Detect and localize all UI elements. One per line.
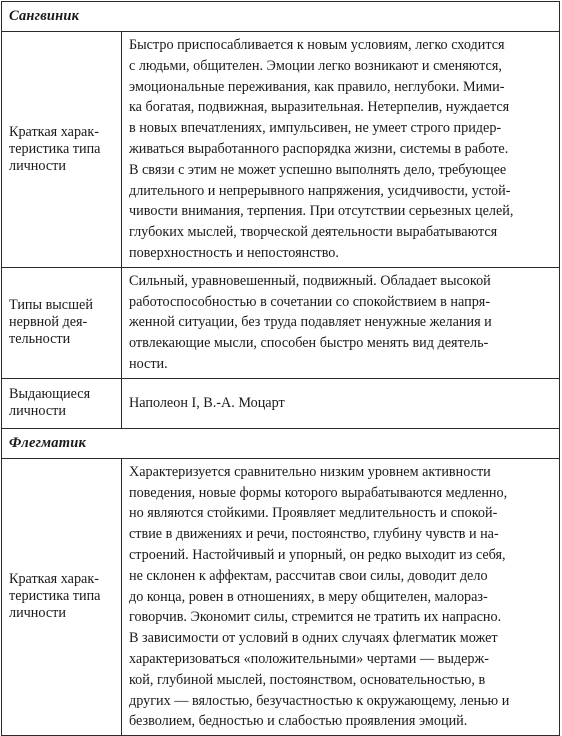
description-line: эмоциональные переживания, как правило, неглубоки. Мими- — [129, 78, 505, 95]
description-line: не склонен к аффектам, рассчитав свои силы, доводит дело — [129, 567, 488, 584]
section-title: Флегматик — [2, 428, 560, 458]
description-line: кой, глубиной мыслей, постоянством, основательностью, в — [129, 671, 486, 688]
row-label — [2, 267, 122, 378]
table-row — [2, 267, 560, 378]
row-label-line: тельности — [9, 331, 71, 348]
description-line: строений. Настойчивый и упорный, он редко выходит из себя, — [129, 546, 506, 563]
row-description — [122, 267, 560, 378]
description-line: других — вялостью, безучастностью к окружающему, ленью и — [129, 692, 510, 709]
description-line: В зависимости от условий в одних случаях флегматик может — [129, 630, 498, 647]
row-label-line: теристика типа — [9, 588, 101, 605]
description-line: с людьми, общителен. Эмоции легко возникают и сменяются, — [129, 57, 502, 74]
description-line: в новых впечатлениях, импульсивен, не умеет строго придер- — [129, 120, 502, 137]
table-row — [2, 458, 560, 735]
row-description — [122, 458, 560, 735]
description-line: до конца, ровен в отношениях, в меру общителен, малораз- — [129, 588, 488, 605]
row-description — [122, 32, 560, 268]
description-line: Наполеон I, В.-А. Моцарт — [129, 394, 285, 411]
description-line: характеризоваться «положительными» чертами — выдерж- — [129, 650, 489, 667]
table-row — [2, 378, 560, 428]
row-label — [2, 378, 122, 428]
row-label-line: личности — [9, 403, 66, 420]
description-line: живаться выработанного распорядка жизни, системы в работе. — [129, 140, 509, 157]
description-line: работоспособностью в сочетании со спокойствием в напря- — [129, 293, 491, 310]
section-header-row — [2, 2, 560, 32]
description-line: женной ситуации, без труда подавляет ненужные желания и — [129, 314, 492, 331]
section-title: Сангвиник — [2, 2, 560, 32]
temperament-table — [1, 1, 560, 736]
row-label-line: Краткая харак- — [9, 571, 99, 588]
description-line: ности. — [129, 355, 168, 372]
description-line: поверхностность и непостоянство. — [129, 244, 339, 261]
description-line: ствие в движениях и речи, постоянство, глубину чувств и на- — [129, 526, 499, 543]
description-line: безволием, бедностью и слабостью проявления эмоций. — [129, 713, 468, 730]
row-label-line: личности — [9, 605, 66, 622]
description-line: отвлекающие мысли, способен быстро менять вид деятель- — [129, 335, 489, 352]
row-label — [2, 32, 122, 268]
description-line: ка богатая, подвижная, выразительная. Нетерпелив, нуждается — [129, 99, 510, 116]
description-line: Характеризуется сравнительно низким уровнем активности — [129, 463, 491, 480]
description-line: длительного и непрерывного напряжения, усидчивости, устой- — [129, 182, 511, 199]
description-line: говорчив. Экономит силы, стремится не тратить их напрасно. — [129, 609, 502, 626]
row-label-line: Типы высшей — [9, 297, 93, 314]
description-line: но являются стойкими. Проявляет медлительность и спокой- — [129, 505, 498, 522]
table-row — [2, 32, 560, 268]
row-label-line: личности — [9, 157, 66, 174]
row-label — [2, 458, 122, 735]
row-description — [122, 378, 560, 428]
description-line: глубоких мыслей, творческой деятельности вырабатываются — [129, 224, 498, 241]
description-line: Быстро приспосабливается к новым условиям, легко сходится — [129, 37, 505, 53]
row-label-line: Выдающиеся — [9, 386, 91, 403]
description-line: поведения, новые формы которого вырабатываются медленно, — [129, 484, 508, 501]
description-line: чивости внимания, терпения. При отсутствии серьезных целей, — [129, 203, 514, 220]
section-header-row — [2, 428, 560, 458]
description-line: Сильный, уравновешенный, подвижный. Обладает высокой — [129, 272, 491, 289]
description-line: В связи с этим не может успешно выполнять дело, требующее — [129, 161, 507, 178]
row-label-line: Краткая харак- — [9, 123, 99, 140]
row-label-line: нервной дея- — [9, 314, 88, 331]
row-label-line: теристика типа — [9, 140, 101, 157]
